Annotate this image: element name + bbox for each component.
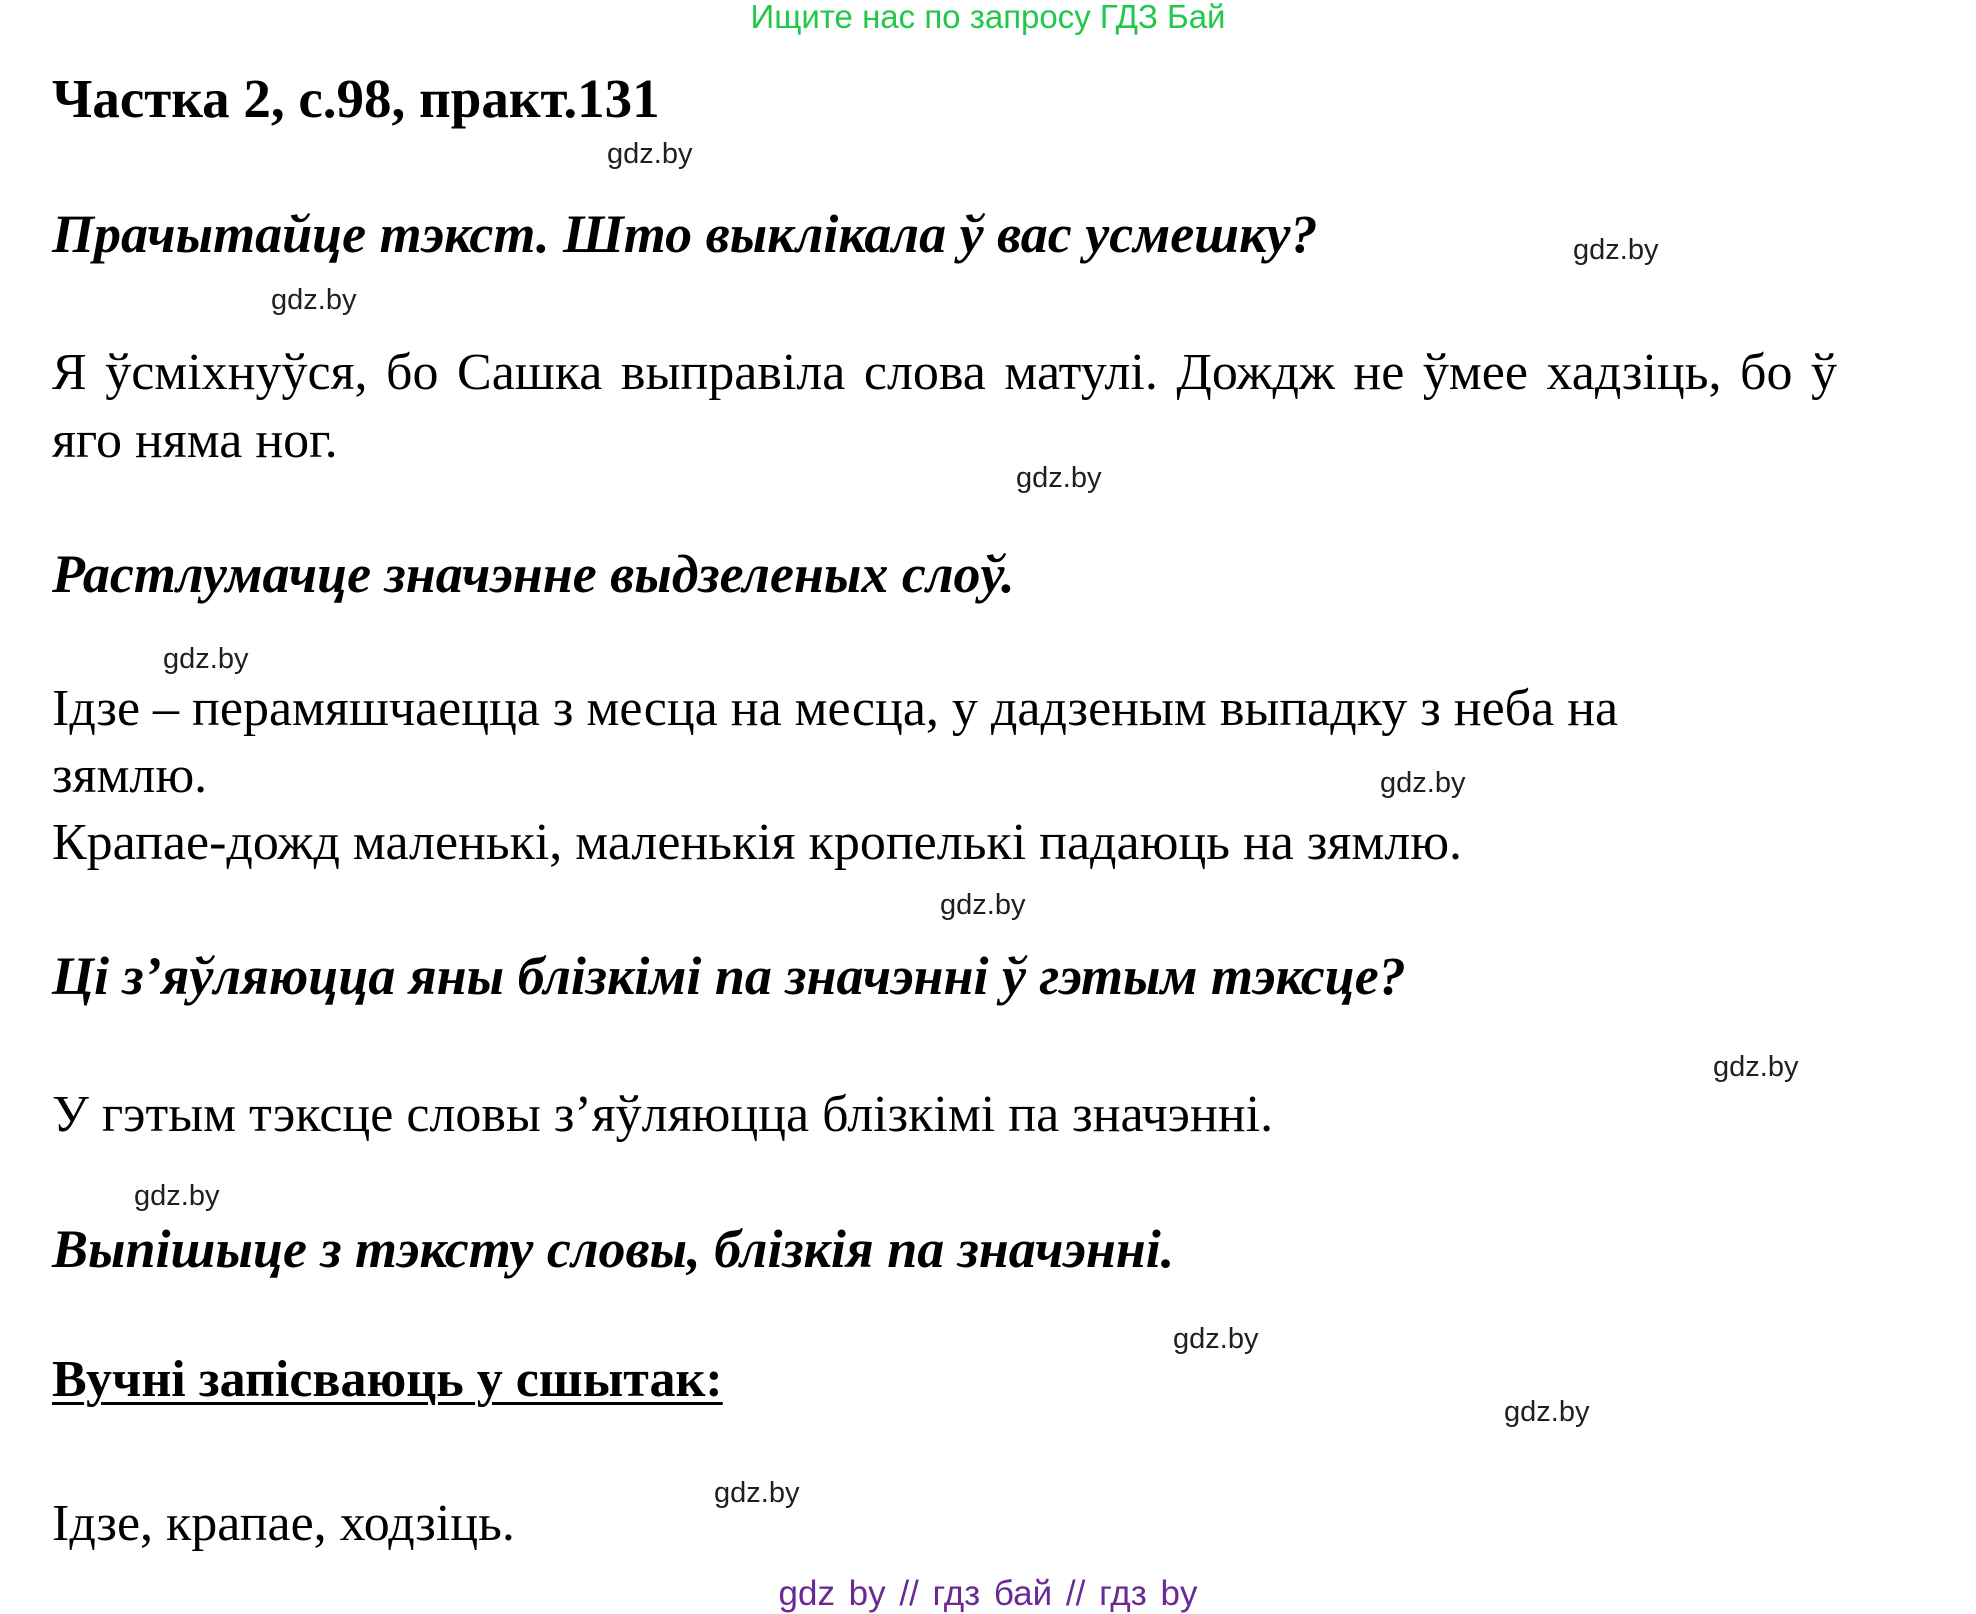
answer-3: У гэтым тэксце словы з’яўляюцца блізкімі па значэнні.: [52, 1086, 1274, 1143]
answer-2-line-1: Ідзе – перамяшчаецца з месца на месца, у дадзеным выпадку з неба на: [52, 680, 1619, 737]
watermark: gdz.by: [607, 138, 693, 170]
note-heading: Вучні запісваюць у сшытак:: [52, 1351, 723, 1408]
watermark: gdz.by: [940, 889, 1026, 921]
answer-1: Я ўсміхнуўся, бо Сашка выправіла слова матулі. Дождж не ўмее хадзіць, бо ў яго няма ног.: [52, 344, 1837, 469]
watermark: gdz.by: [1380, 767, 1466, 799]
watermark: gdz.by: [134, 1180, 220, 1212]
answer-4: Ідзе, крапае, ходзіць.: [52, 1495, 515, 1552]
watermark: gdz.by: [1016, 462, 1102, 494]
question-2: Растлумачце значэнне выдзеленых слоў.: [52, 544, 1015, 604]
page-title: Частка 2, с.98, практ.131: [52, 68, 660, 129]
watermark: gdz.by: [1504, 1396, 1590, 1428]
watermark: gdz.by: [1713, 1051, 1799, 1083]
question-3: Ці з’яўляюцца яны блізкімі па значэнні ў гэтым тэксце?: [52, 946, 1406, 1006]
question-1: Прачытайце тэкст. Што выклікала ў вас усмешку?: [52, 204, 1318, 264]
bottom-banner: gdz by // гдз бай // гдз by: [778, 1574, 1198, 1613]
answer-2-line-2: зямлю.: [52, 747, 208, 804]
watermark: gdz.by: [714, 1477, 800, 1509]
answer-2-line-3: Крапае-дожд маленькі, маленькія кропелькі падаюць на зямлю.: [52, 814, 1463, 871]
watermark: gdz.by: [1173, 1323, 1259, 1355]
watermark: gdz.by: [1573, 234, 1659, 266]
top-banner: Ищите нас по запросу ГДЗ Бай: [750, 0, 1226, 35]
watermark: gdz.by: [163, 643, 249, 675]
question-4: Выпішыце з тэксту словы, блізкія па значэнні.: [52, 1219, 1175, 1279]
watermark: gdz.by: [271, 284, 357, 316]
